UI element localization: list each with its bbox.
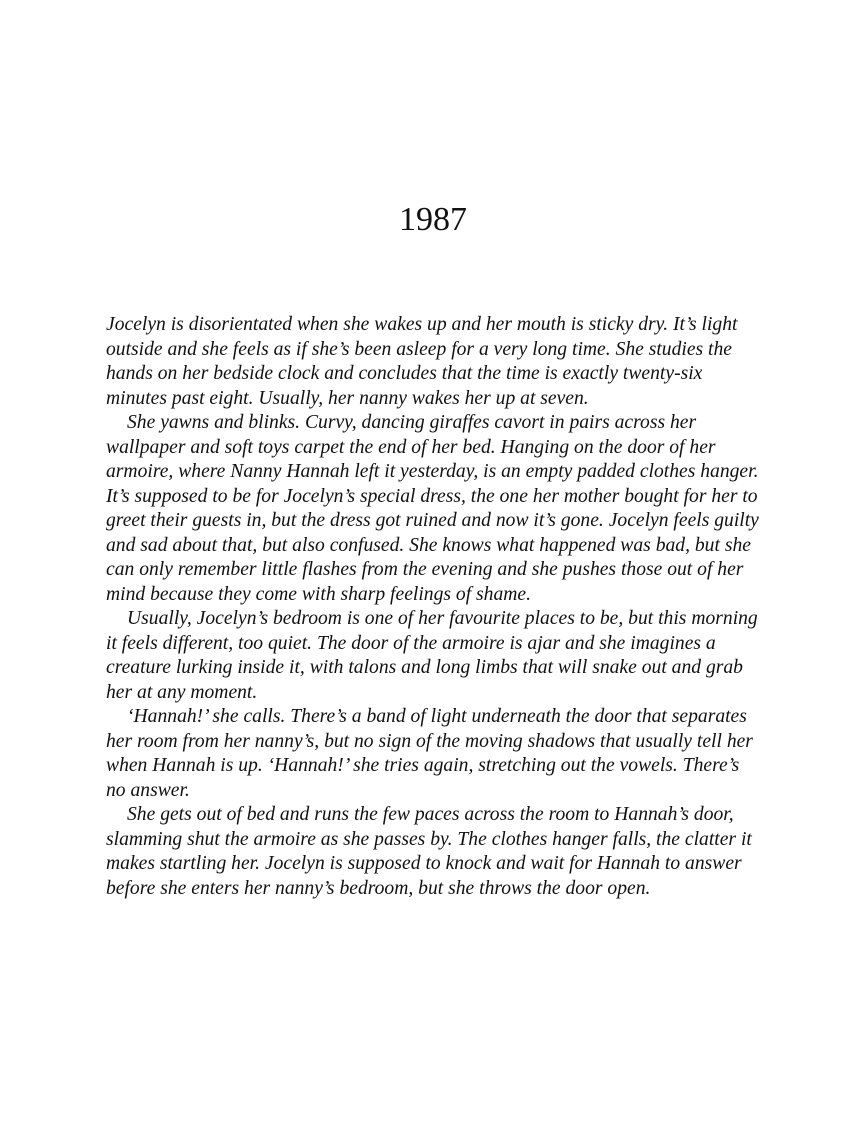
chapter-body bbox=[106, 313, 762, 901]
chapter-title: 1987 bbox=[399, 201, 467, 238]
paragraph: She gets out of bed and runs the few paces across the room to Hannah’s door, slamming shut the armoire as she passes by. The clothes hanger falls, the clatter it makes startling her. Jocelyn is supposed to knock and wait for Hannah to answer before she enters her nanny’s bedroom, but she throws the door open. bbox=[106, 804, 752, 899]
paragraph: She yawns and blinks. Curvy, dancing giraffes cavort in pairs across her wallpaper and soft toys carpet the end of her bed. Hanging on the door of her armoire, where Nanny Hannah left it yesterday, is an empty padded clothes hanger. It’s supposed to be for Jocelyn’s special dress, the one her mother bought for her to greet their guests in, but the dress got ruined and now it’s gone. Jocelyn feels guilty and sad about that, but also confused. She knows what happened was bad, but she can only remember little flashes from the evening and she pushes those out of her mind because they come with sharp feelings of shame. bbox=[106, 412, 759, 605]
paragraph: ‘Hannah!’ she calls. There’s a band of light underneath the door that separates her room from her nanny’s, but no sign of the moving shadows that usually tell her when Hannah is up. ‘Hannah!’ she tries again, stretching out the vowels. There’s no answer. bbox=[106, 706, 753, 801]
paragraph: Usually, Jocelyn’s bedroom is one of her favourite places to be, but this morning it feels different, too quiet. The door of the armoire is ajar and she imagines a creature lurking inside it, with talons and long limbs that will snake out and grab her at any moment. bbox=[106, 608, 758, 703]
paragraph: Jocelyn is disorientated when she wakes up and her mouth is sticky dry. It’s light outside and she feels as if she’s been asleep for a very long time. She studies the hands on her bedside clock and concludes that the time is exactly twenty-six minutes past eight. Usually, her nanny wakes her up at seven. bbox=[106, 314, 738, 409]
